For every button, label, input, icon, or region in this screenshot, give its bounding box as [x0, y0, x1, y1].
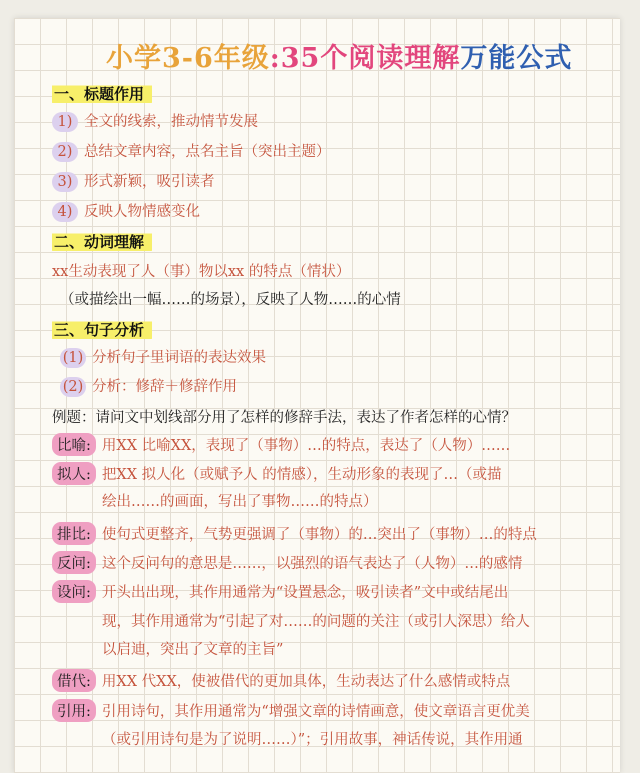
rhetoric-text: 开头出出现，其作用通常为“设置悬念，吸引读者”文中或结尾出: [101, 585, 509, 601]
section-heading-sentence: 三、句子分析: [52, 318, 152, 341]
rhetoric-quotation: [52, 699, 530, 722]
list-number: (2): [60, 377, 86, 397]
list-item: [52, 170, 215, 192]
rhetoric-text: 用XX 比喻XX，表现了（事物）…的特点，表达了（人物）……: [101, 438, 511, 454]
list-item-text: 分析：修辞＋修辞作用: [92, 379, 237, 395]
rhetoric-tag: 比喻:: [52, 433, 96, 456]
list-item: [52, 200, 200, 222]
list-item: [60, 346, 266, 368]
rhetoric-text: 用XX 代XX，使被借代的更加具体，生动表达了什么感情或特点: [101, 674, 511, 690]
list-item: [52, 110, 258, 132]
section-heading-title-function: 一、标题作用: [52, 82, 152, 105]
list-number: 3): [52, 172, 78, 192]
rhetoric-text-continued: 绘出……的画面，写出了事物……的特点）: [102, 494, 378, 510]
rhetoric-text: 引用诗句，其作用通常为“增强文章的诗情画意，使文章语言更优美: [101, 704, 530, 720]
list-item-text: 全文的线索，推动情节发展: [84, 114, 258, 130]
list-item-text: 反映人物情感变化: [84, 204, 200, 220]
rhetoric-tag: 拟人:: [52, 462, 96, 485]
rhetoric-tag: 设问:: [52, 580, 96, 603]
notebook-page: [14, 18, 620, 773]
rhetoric-hypophora: [52, 580, 508, 603]
verb-formula-line-2: （或描绘出一幅……的场景），反映了人物……的心情: [60, 292, 401, 308]
list-number: 4): [52, 202, 78, 222]
rhetoric-text: 这个反问句的意思是……，以强烈的语气表达了（人物）…的感情: [101, 556, 523, 572]
rhetoric-personification: [52, 462, 502, 485]
rhetoric-tag: 反问:: [52, 551, 96, 574]
list-item: [60, 375, 237, 397]
rhetoric-text: 把XX 拟人化（或赋予人 的情感），生动形象的表现了…（或描: [101, 467, 502, 483]
rhetoric-text: 使句式更整齐，气势更强调了（事物）的…突出了（事物）…的特点: [101, 527, 537, 543]
rhetoric-tag: 引用:: [52, 699, 96, 722]
example-question: 例题：请问文中划线部分用了怎样的修辞手法，表达了作者怎样的心情？: [52, 410, 516, 426]
title-part-3: 万能公式: [460, 43, 573, 74]
list-item-text: 分析句子里词语的表达效果: [92, 350, 266, 366]
rhetoric-parallelism: [52, 522, 537, 545]
rhetoric-text-continued: 以启迪，突出了文章的主旨”: [102, 642, 284, 658]
rhetoric-text-continued: 现，其作用通常为“引起了对……的问题的关注（或引人深思）给人: [102, 614, 530, 630]
title-part-2: :35个阅读理解: [269, 43, 461, 74]
rhetoric-tag: 排比:: [52, 522, 96, 545]
verb-formula-line-1: xx生动表现了人（事）物以xx 的特点（情状）: [52, 264, 351, 280]
title-part-1: 小学3-6年级: [106, 43, 270, 74]
page-title: [106, 36, 572, 75]
list-item-text: 形式新颖，吸引读者: [84, 174, 215, 190]
list-number: 1): [52, 112, 78, 132]
rhetoric-metonymy: [52, 669, 510, 692]
list-item-text: 总结文章内容，点名主旨（突出主题）: [84, 144, 331, 160]
list-number: (1): [60, 348, 86, 368]
list-item: [52, 140, 331, 162]
list-number: 2): [52, 142, 78, 162]
section-heading-verb: 二、动词理解: [52, 230, 152, 253]
rhetoric-rhetorical-question: [52, 551, 522, 574]
rhetoric-tag: 借代:: [52, 669, 96, 692]
rhetoric-metaphor: [52, 433, 510, 456]
rhetoric-text-continued: （或引用诗句是为了说明……）”；引用故事，神话传说，其作用通: [102, 732, 523, 748]
